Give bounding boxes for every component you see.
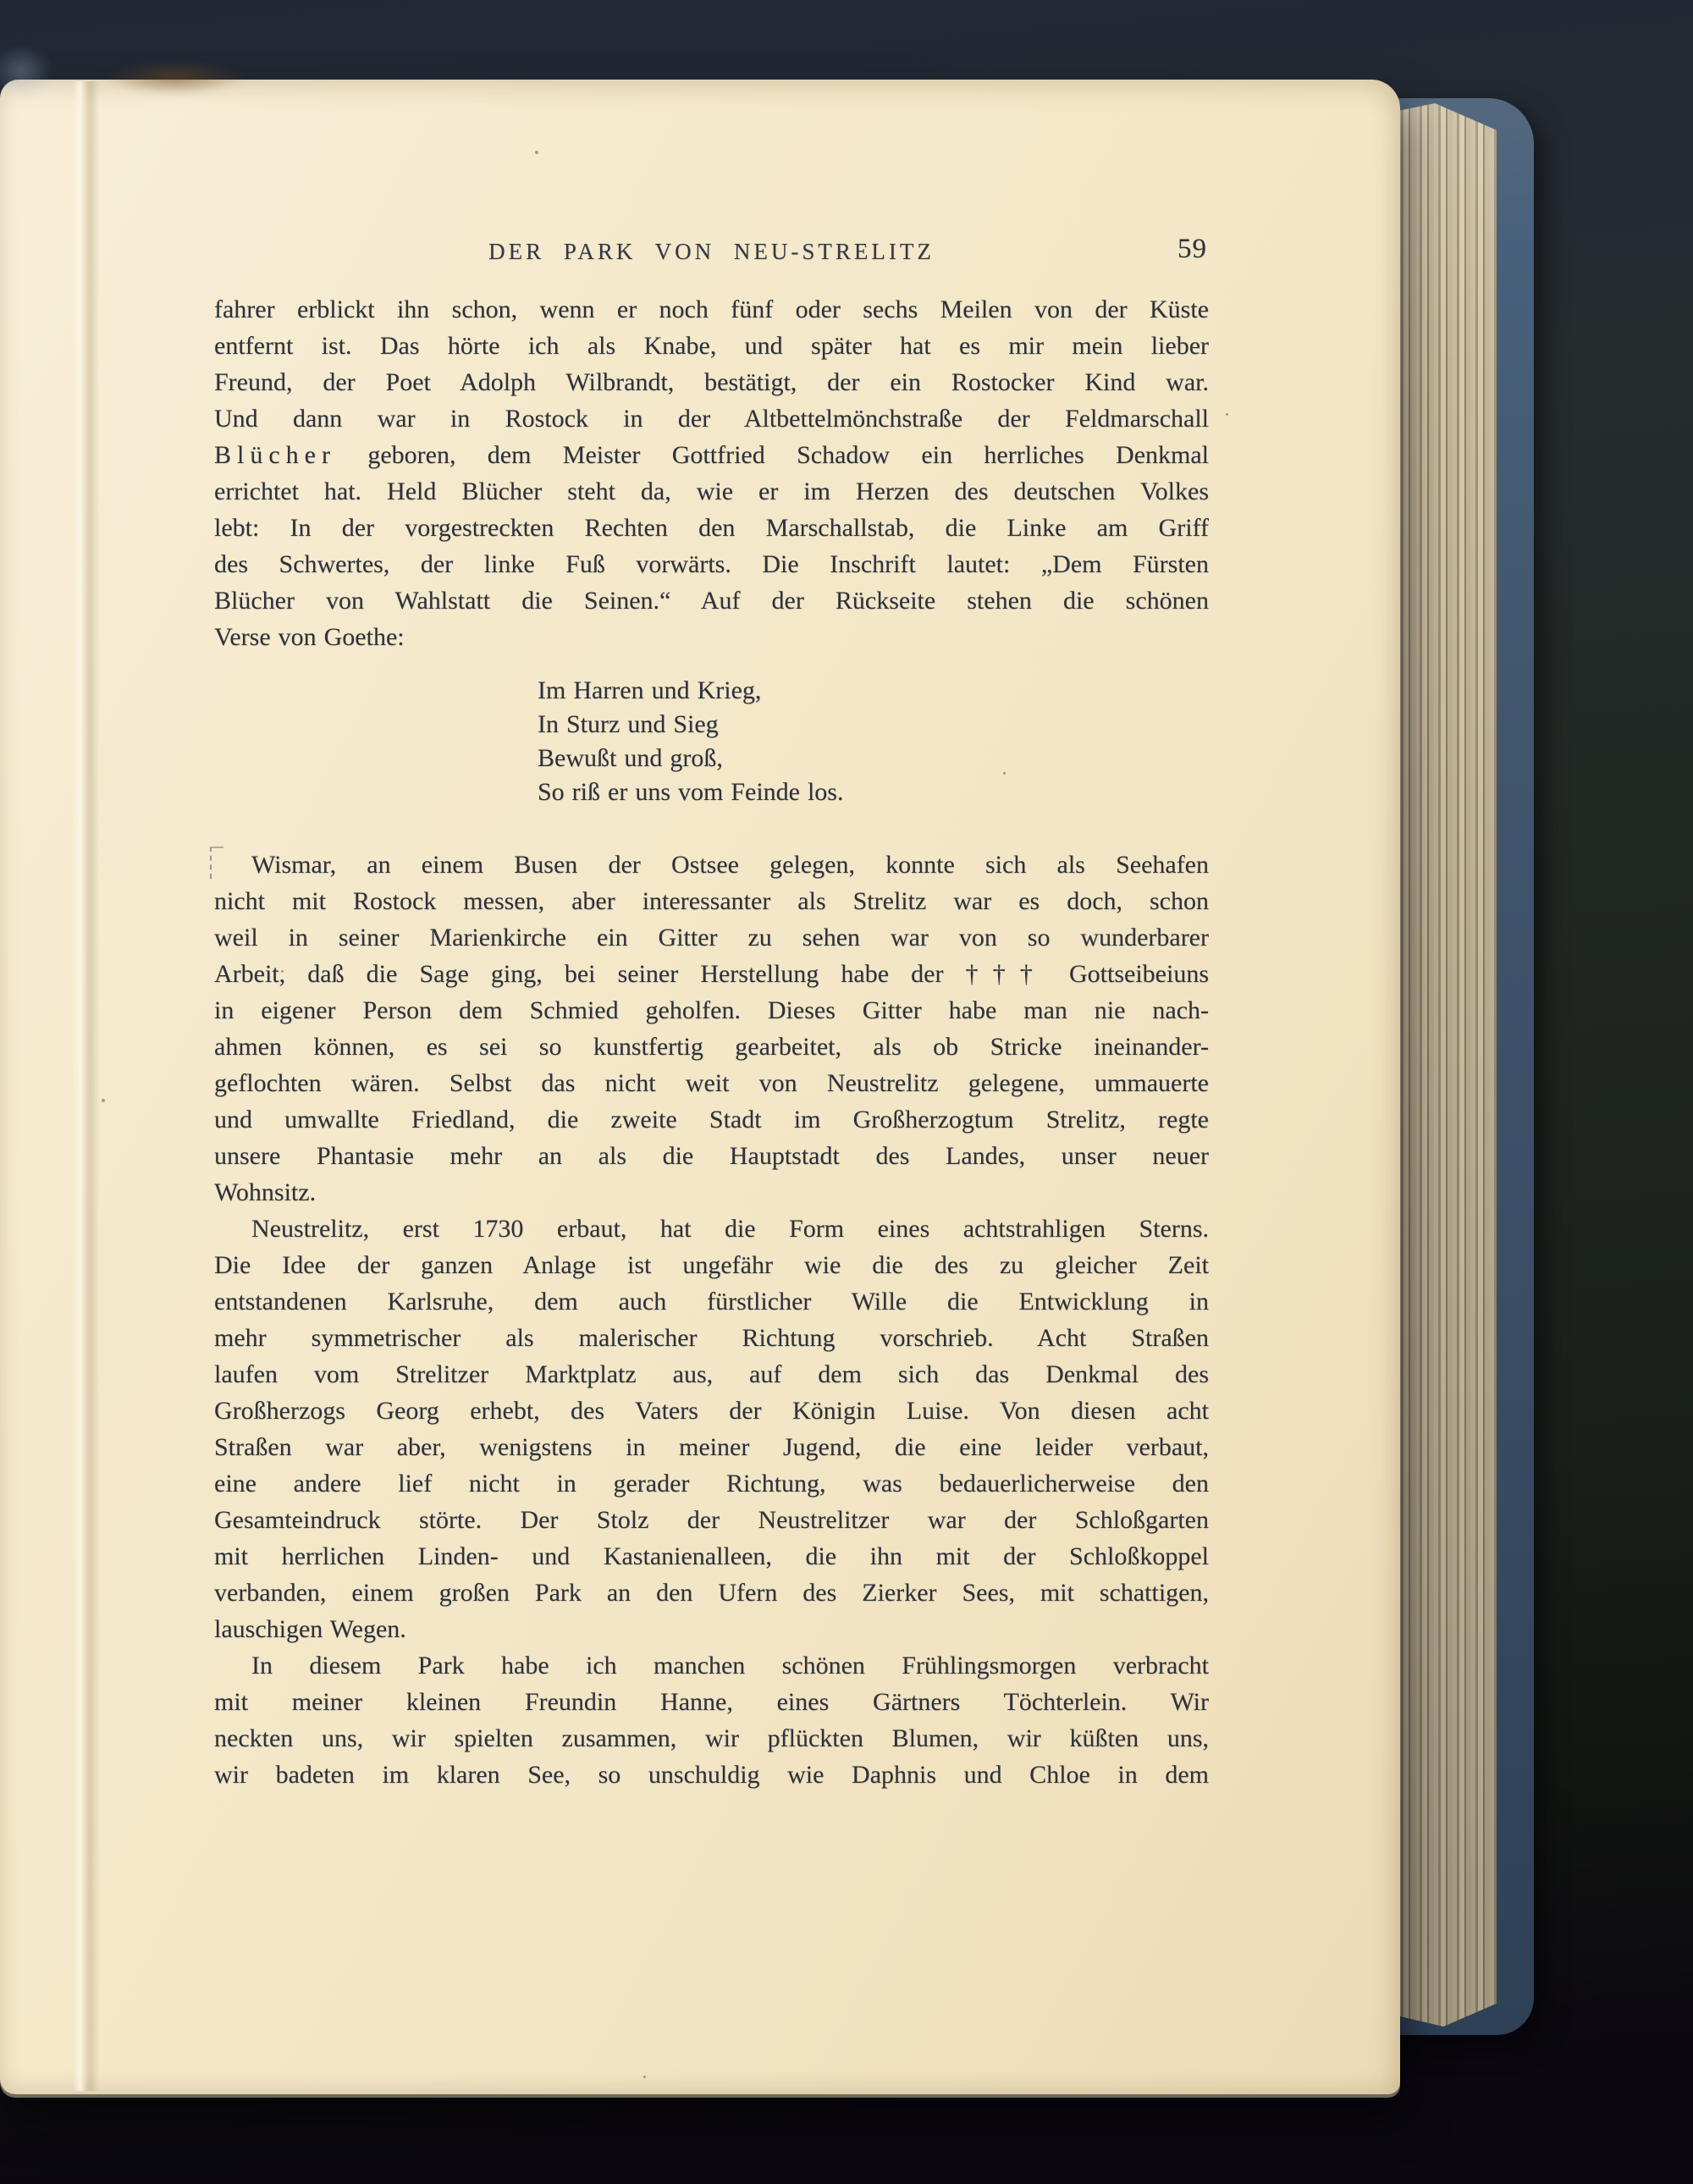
paper-speck bbox=[1226, 413, 1228, 416]
paragraph-1 bbox=[214, 291, 1209, 655]
text-line: Die Idee der ganzen Anlage ist ungefähr wie die des zu gleicher Zeit bbox=[214, 1251, 1209, 1279]
page-header bbox=[214, 234, 1209, 271]
text-line: und umwallte Friedland, die zweite Stadt im Großherzogtum Strelitz, regte bbox=[214, 1106, 1209, 1133]
text-line: Blücher von Wahlstatt die Seinen.“ Auf der Rückseite stehen die schönen bbox=[214, 587, 1209, 615]
text-line: Bewußt und groß, bbox=[538, 744, 723, 772]
text-line: lebt: In der vorgestreckten Rechten den Marschallstab, die Linke am Griff bbox=[214, 514, 1209, 542]
text-line: entfernt ist. Das hörte ich als Knabe, und später hat es mir mein lieber bbox=[214, 332, 1209, 360]
text-line: in eigener Person dem Schmied geholfen. Dieses Gitter habe man nie nach- bbox=[214, 996, 1209, 1024]
text-line: In diesem Park habe ich manchen schönen Frühlingsmorgen verbracht bbox=[251, 1652, 1209, 1679]
text-line: entstandenen Karlsruhe, dem auch fürstlicher Wille die Entwicklung in bbox=[214, 1288, 1209, 1315]
paper-speck bbox=[535, 151, 538, 154]
text-line: neckten uns, wir spielten zusammen, wir pflückten Blumen, wir küßten uns, bbox=[214, 1724, 1209, 1752]
page-stain bbox=[103, 61, 247, 95]
text-line: fahrer erblickt ihn schon, wenn er noch fünf oder sechs Meilen von der Küste bbox=[214, 295, 1209, 323]
text-line: des Schwertes, der linke Fuß vorwärts. Die Inschrift lautet: „Dem Fürsten bbox=[214, 550, 1209, 578]
text-line bbox=[214, 437, 1209, 473]
paragraph-4 bbox=[214, 1211, 1209, 1647]
text-line: Im Harren und Krieg, bbox=[538, 676, 762, 704]
text-line: ahmen können, es sei so kunstfertig gearbeitet, als ob Stricke ineinander- bbox=[214, 1033, 1209, 1061]
page-number: 59 bbox=[1177, 234, 1207, 264]
text-line: Freund, der Poet Adolph Wilbrandt, bestätigt, der ein Rostocker Kind war. bbox=[214, 368, 1209, 396]
text-line: laufen vom Strelitzer Marktplatz aus, auf dem sich das Denkmal des bbox=[214, 1360, 1209, 1388]
text-line: So riß er uns vom Feinde los. bbox=[538, 778, 844, 806]
text-segment: geboren, dem Meister Gottfried Schadow ein herrliches Denkmal bbox=[335, 441, 1209, 469]
text-line: mit meiner kleinen Freundin Hanne, eines Gärtners Töchterlein. Wir bbox=[214, 1688, 1209, 1716]
text-line: unsere Phantasie mehr an als die Hauptstadt des Landes, unser neuer bbox=[214, 1142, 1209, 1170]
text-line: mit herrlichen Linden- und Kastanienalleen, die ihn mit der Schloßkoppel bbox=[214, 1542, 1209, 1570]
letterspaced-word: Blücher bbox=[214, 441, 336, 469]
text-line: verbanden, einem großen Park an den Ufern des Zierker Sees, mit schattigen, bbox=[214, 1579, 1209, 1607]
text-line: Und dann war in Rostock in der Altbettelmönchstraße der Feldmarschall bbox=[214, 405, 1209, 433]
paper-speck bbox=[102, 1099, 105, 1102]
text-line: nicht mit Rostock messen, aber interessanter als Strelitz war es doch, schon bbox=[214, 887, 1209, 915]
verse-block bbox=[538, 674, 1209, 809]
text-line: In Sturz und Sieg bbox=[538, 710, 719, 738]
text-line: wir badeten im klaren See, so unschuldig wie Daphnis und Chloe in dem bbox=[214, 1761, 1209, 1789]
text-line: Wohnsitz. bbox=[214, 1178, 317, 1206]
running-title: DER PARK VON NEU-STRELITZ bbox=[488, 239, 935, 264]
paper-speck bbox=[643, 2076, 646, 2078]
text-line: Wismar, an einem Busen der Ostsee gelegen, konnte sich als Seehafen bbox=[251, 851, 1209, 879]
text-line: weil in seiner Marienkirche ein Gitter zu sehen war von so wunderbarer bbox=[214, 924, 1209, 951]
text-line: Großherzogs Georg erhebt, des Vaters der Königin Luise. Von diesen acht bbox=[214, 1397, 1209, 1425]
text-line: eine andere lief nicht in gerader Richtung, was bedauerlicherweise den bbox=[214, 1470, 1209, 1497]
text-line: Verse von Goethe: bbox=[214, 623, 405, 651]
text-line: Arbeit, daß die Sage ging, bei seiner Herstellung habe der ††† Gottseibeiuns bbox=[214, 960, 1209, 988]
gutter-crease bbox=[73, 81, 100, 2091]
text-line: Gesamteindruck störte. Der Stolz der Neustrelitzer war der Schloßgarten bbox=[214, 1506, 1209, 1534]
text-block bbox=[214, 234, 1209, 1793]
paragraph-3 bbox=[214, 847, 1209, 1211]
text-line: Neustrelitz, erst 1730 erbaut, hat die Form eines achtstrahligen Sterns. bbox=[251, 1215, 1209, 1243]
text-line: Straßen war aber, wenigstens in meiner Jugend, die eine leider verbaut, bbox=[214, 1433, 1209, 1461]
text-line: mehr symmetrischer als malerischer Richtung vorschrieb. Acht Straßen bbox=[214, 1324, 1209, 1352]
text-line: lauschigen Wegen. bbox=[214, 1615, 406, 1643]
text-line: errichtet hat. Held Blücher steht da, wie er im Herzen des deutschen Volkes bbox=[214, 477, 1209, 505]
paragraph-5 bbox=[214, 1647, 1209, 1793]
text-line: geflochten wären. Selbst das nicht weit von Neustrelitz gelegene, ummauerte bbox=[214, 1069, 1209, 1097]
page-stain bbox=[0, 44, 52, 98]
